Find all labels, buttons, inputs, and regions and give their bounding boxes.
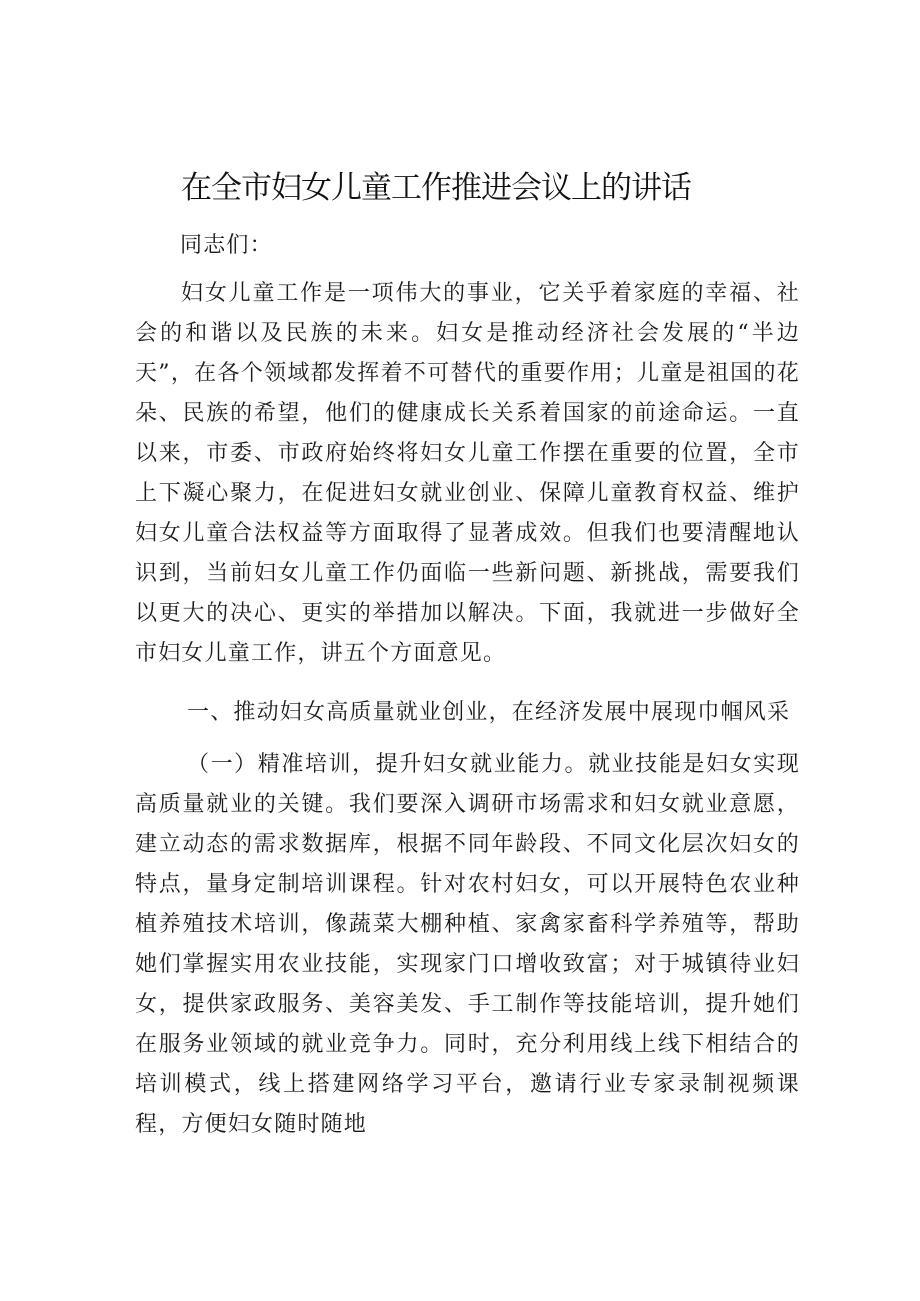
greeting: 同志们： [180, 233, 273, 258]
paragraph-1-1: （一）精准培训，提升妇女就业能力。就业技能是妇女实现高质量就业的关键。我们要深入调研市场需求和妇女就业意愿，建立动态的需求数据库，根据不同年龄段、不同文化层次妇女的特点，量身定制培训课程。针对农村妇女，可以开展特色农业种植养殖技术培训，像蔬菜大棚种植、家禽家畜科学养殖等，帮助她们掌握实用农业技能，实现家门口增收致富；对于城镇待业妇女，提供家政服务、美容美发、手工制作等技能培训，提升她们在服务业领域的就业竞争力。同时，充分利用线上线下相结合的培训模式，线上搭建网络学习平台，邀请行业专家录制视频课程，方便妇女随时随地 [135, 752, 800, 1137]
paragraph-intro: 妇女儿童工作是一项伟大的事业，它关乎着家庭的幸福、社会的和谐以及民族的未来。妇女是推动经济社会发展的“半边天”，在各个领域都发挥着不可替代的重要作用；儿童是祖国的花朵、民族的希望，他们的健康成长关系着国家的前途命运。一直以来，市委、市政府始终将妇女儿童工作摆在重要的位置，全市上下凝心聚力，在促进妇女就业创业、保障儿童教育权益、维护妇女儿童合法权益等方面取得了显著成效。但我们也要清醒地认识到，当前妇女儿童工作仍面临一些新问题、新挑战，需要我们以更大的决心、更实的举措加以解决。下面，我就进一步做好全市妇女儿童工作，讲五个方面意见。 [135, 281, 800, 666]
document-title: 在全市妇女儿童工作推进会议上的讲话 [181, 170, 691, 206]
section-heading-1: 一、推动妇女高质量就业创业，在经济发展中展现巾帼风采 [187, 700, 791, 725]
